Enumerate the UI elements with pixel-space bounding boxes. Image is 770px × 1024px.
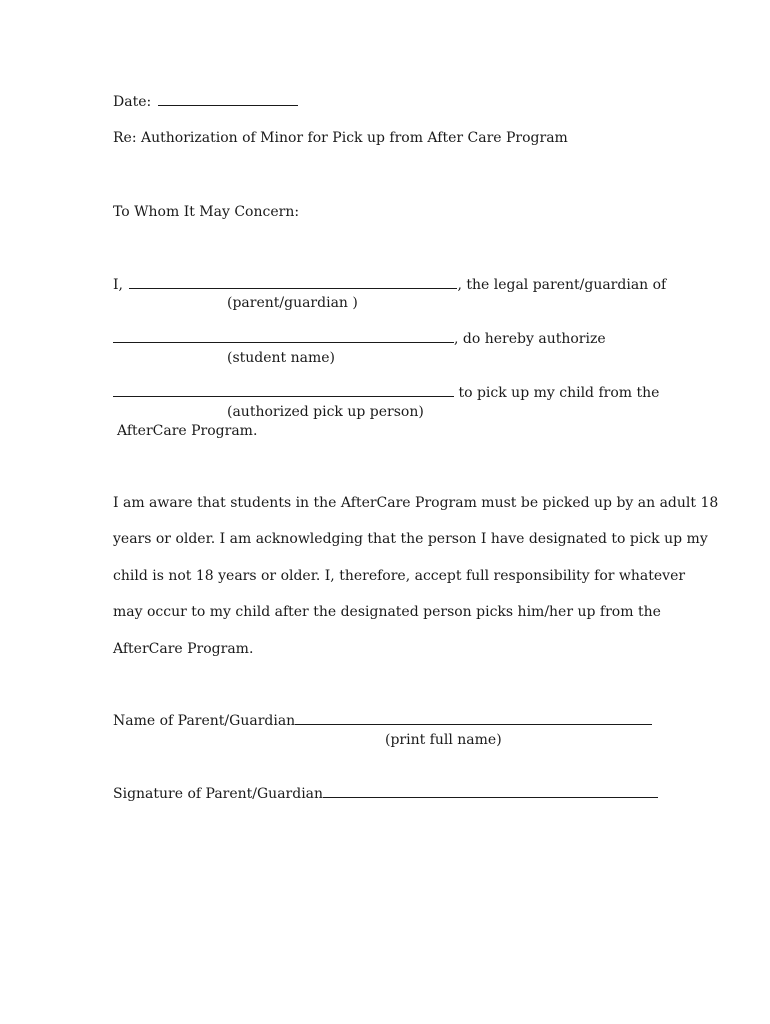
name-field-label: Name of Parent/Guardian [113,713,296,729]
pickup-person-line [113,384,659,402]
body-line: may occur to my child after the designated person picks him/her up from the [113,604,661,620]
parent-prefix: I, [113,277,123,293]
date-input-line[interactable] [158,93,298,106]
student-suffix: , do hereby authorize [454,331,606,347]
pickup-person-input-line[interactable] [113,384,454,397]
parent-guardian-line [113,276,666,294]
name-input-line[interactable] [295,712,652,725]
name-field-caption: (print full name) [385,732,502,748]
signature-field-label: Signature of Parent/Guardian [113,786,324,802]
parent-suffix: , the legal parent/guardian of [457,277,667,293]
student-name-caption: (student name) [227,350,336,366]
student-name-input-line[interactable] [113,330,454,343]
body-line: AfterCare Program. [113,641,254,657]
pickup-person-caption: (authorized pick up person) [227,404,424,420]
body-line: I am aware that students in the AfterCare Program must be picked up by an adult 18 [113,495,719,511]
date-label: Date: [113,94,152,110]
signature-field-line [113,785,658,803]
pickup-continuation: AfterCare Program. [117,423,258,439]
body-line: years or older. I am acknowledging that the person I have designated to pick up my [113,531,708,547]
name-field-line [113,712,652,730]
signature-input-line[interactable] [323,785,658,798]
body-line: child is not 18 years or older. I, therefore, accept full responsibility for whatever [113,568,686,584]
parent-guardian-input-line[interactable] [129,276,457,289]
parent-guardian-caption: (parent/guardian ) [227,295,358,311]
pickup-suffix: to pick up my child from the [458,385,660,401]
salutation: To Whom It May Concern: [113,204,300,220]
date-line [113,93,298,111]
subject-line: Re: Authorization of Minor for Pick up from After Care Program [113,130,568,146]
student-line [113,330,606,348]
